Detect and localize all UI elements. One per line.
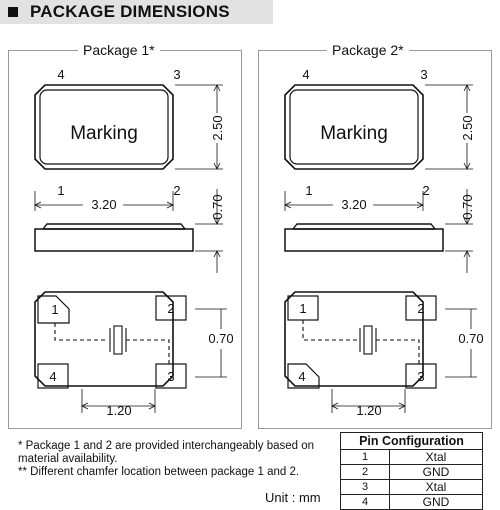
pad-label-4: 4 (298, 369, 306, 384)
dim-thickness-label: 0.70 (210, 194, 225, 220)
pin-label-1: 1 (305, 183, 313, 198)
dim-length (35, 191, 173, 212)
pin-number: 4 (341, 495, 390, 510)
package-1-panel (8, 42, 242, 429)
pin-label-3: 3 (173, 67, 181, 82)
pad-label-1: 1 (51, 302, 59, 317)
package-2-drawing (259, 51, 491, 428)
pin-table-title: Pin Configuration (341, 433, 483, 450)
dim-length-label: 3.20 (91, 197, 117, 212)
section-title: PACKAGE DIMENSIONS (30, 2, 230, 21)
dim-height-label: 2.50 (210, 115, 225, 141)
marking-text: Marking (320, 123, 388, 144)
bottom-view (35, 292, 234, 418)
pin-number: 2 (341, 465, 390, 480)
section-header (0, 0, 273, 24)
top-view (35, 67, 181, 198)
package-2-panel (258, 42, 492, 429)
crystal-symbol-icon (55, 323, 169, 364)
dim-height (175, 85, 225, 169)
pin-label-4: 4 (57, 67, 65, 82)
pad-label-2: 2 (417, 301, 425, 316)
footnote-2: ** Different chamfer location between package 1 and 2. (18, 466, 300, 478)
table-row (341, 495, 483, 510)
pin-label-2: 2 (422, 183, 430, 198)
pin-function: GND (390, 465, 483, 480)
bullet-square-icon (8, 7, 18, 17)
pin-function: Xtal (390, 450, 483, 465)
dim-pad-pitch-h-label: 1.20 (106, 403, 132, 418)
pad-label-4: 4 (49, 369, 57, 384)
package-2-label: Package 2* (327, 42, 409, 58)
pad-label-3: 3 (167, 369, 175, 384)
footnote-1: * Package 1 and 2 are provided interchangeably based on material availability. (18, 440, 315, 465)
top-view (285, 67, 430, 198)
unit-label: Unit : mm (265, 490, 321, 505)
crystal-symbol-icon (303, 320, 419, 364)
pin-function: Xtal (390, 480, 483, 495)
pin-function: GND (390, 495, 483, 510)
bottom-view (285, 292, 484, 418)
package-1-label: Package 1* (78, 42, 160, 58)
pin-configuration-table (340, 432, 483, 510)
dim-pad-pitch-v-label: 0.70 (208, 331, 234, 346)
footnotes (18, 440, 328, 479)
package-1-drawing (9, 51, 241, 428)
pin-number: 3 (341, 480, 390, 495)
pin-label-3: 3 (420, 67, 428, 82)
pin-number: 1 (341, 450, 390, 465)
dim-pad-pitch-h-label: 1.20 (356, 403, 382, 418)
dim-height-label: 2.50 (460, 115, 475, 141)
side-view (35, 189, 225, 273)
marking-text: Marking (70, 123, 138, 144)
dim-pad-pitch-v-label: 0.70 (458, 331, 484, 346)
pin-label-1: 1 (57, 183, 65, 198)
pin-label-4: 4 (302, 67, 310, 82)
pad-label-3: 3 (417, 369, 425, 384)
pad-label-1: 1 (299, 301, 307, 316)
dim-length-label: 3.20 (341, 197, 367, 212)
side-view (285, 189, 475, 273)
table-row (341, 450, 483, 465)
pad-label-2: 2 (167, 301, 175, 316)
dim-height (425, 85, 475, 169)
table-row (341, 465, 483, 480)
table-row (341, 480, 483, 495)
dim-thickness-label: 0.70 (460, 194, 475, 220)
pin-label-2: 2 (173, 183, 181, 198)
